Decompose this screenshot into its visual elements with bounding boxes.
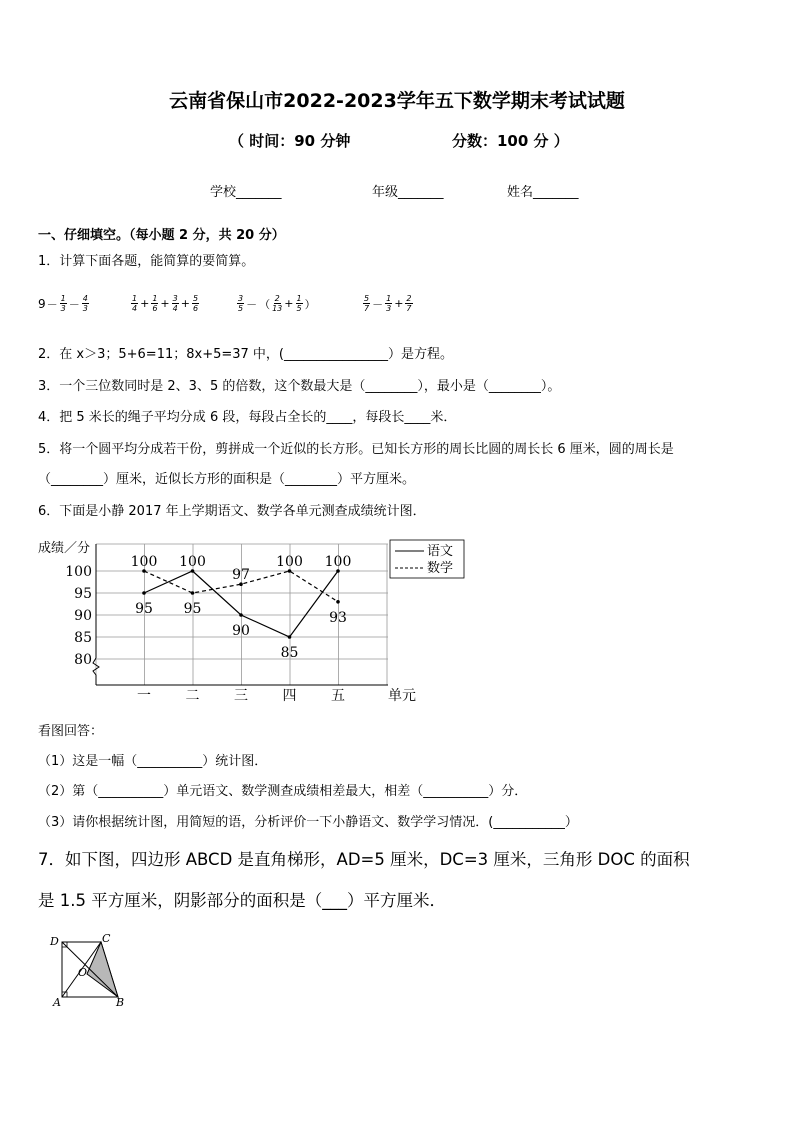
fraction: $\frac{2}{13}$ <box>272 294 283 313</box>
label-a: A <box>53 996 61 1009</box>
question-6-3: （3）请你根据统计图，用简短的语，分析评价一下小静语文、数学学习情况．(___________） <box>38 815 578 830</box>
fraction: $\frac{2}{7}$ <box>406 294 412 313</box>
data-label: 95 <box>135 601 153 617</box>
y-tick-label: 80 <box>74 652 92 668</box>
school-field: 学校_______ <box>210 185 282 200</box>
name-field: 姓名_______ <box>507 185 579 200</box>
y-tick-label: 95 <box>74 586 92 602</box>
data-label: 90 <box>232 623 250 639</box>
fraction: $\frac{1}{3}$ <box>60 294 66 313</box>
data-label: 100 <box>179 554 206 570</box>
question-5-line-1: 5．将一个圆平均分成若干份，剪拼成一个近似的长方形。已知长方形的周长比圆的周长长 6 厘米，圆的周长是 <box>38 442 674 457</box>
x-tick-label: 四 <box>282 688 297 704</box>
label-c: C <box>102 932 111 945</box>
x-tick-label: 二 <box>185 688 200 704</box>
expression-1: 9 － $\frac{1}{3}$ － $\frac{4}{3}$ <box>38 294 88 313</box>
data-label: 97 <box>232 567 250 584</box>
question-2: 2．在 x＞3；5+6=11；8x+5=37 中，(________________）是方程。 <box>38 347 454 362</box>
data-label: 93 <box>329 609 347 626</box>
question-4: 4．把 5 米长的绳子平均分成 6 段，每段占全长的____，每段长____米． <box>38 410 457 425</box>
y-tick-label: 90 <box>74 608 92 624</box>
chart-questions-intro: 看图回答： <box>38 724 104 739</box>
fraction: $\frac{3}{5}$ <box>238 294 244 313</box>
data-label: 100 <box>276 554 303 570</box>
data-point <box>336 600 340 604</box>
chart-labels <box>131 554 352 661</box>
question-6: 6．下面是小静 2017 年上学期语文、数学各单元测查成绩统计图． <box>38 504 426 519</box>
fraction: $\frac{1}{6}$ <box>152 294 158 313</box>
expression-3: $\frac{3}{5}$ － （ $\frac{2}{13}$ + $\frac{1}{5}$ ） <box>238 294 316 313</box>
fraction: $\frac{5}{6}$ <box>192 294 199 313</box>
data-point <box>288 635 292 639</box>
x-axis-label: 单元 <box>388 688 416 704</box>
section-heading: 一、仔细填空。（每小题 2 分，共 20 分） <box>38 228 285 243</box>
question-6-1: （1）这是一幅（__________）统计图． <box>38 754 268 769</box>
question-6-2: （2）第（__________）单元语文、数学测查成绩相差最大，相差（__________）分． <box>38 784 528 799</box>
chart-legend <box>390 540 464 578</box>
fraction: $\frac{4}{3}$ <box>82 294 88 313</box>
page-title: 云南省保山市2022-2023学年五下数学期末考试试题 <box>169 90 625 112</box>
question-7-line-1: 7．如下图，四边形 ABCD 是直角梯形，AD=5 厘米，DC=3 厘米，三角形 DOC 的面积 <box>38 850 690 869</box>
data-point <box>142 591 146 595</box>
fraction: $\frac{1}{3}$ <box>386 294 392 313</box>
data-point <box>239 613 243 617</box>
question-7-line-2: 是 1.5 平方厘米，阴影部分的面积是（___）平方厘米． <box>38 891 446 910</box>
data-label: 95 <box>183 601 202 617</box>
x-tick-label: 五 <box>331 688 345 704</box>
time-label: （ 时间：90 分钟 <box>229 132 351 150</box>
shaded-triangle <box>87 942 118 997</box>
y-tick-label: 85 <box>74 630 92 646</box>
fraction: $\frac{5}{7}$ <box>364 294 370 313</box>
grade-field: 年级_______ <box>372 185 444 200</box>
fraction: $\frac{1}{5}$ <box>296 294 302 313</box>
question-3: 3．一个三位数同时是 2、3、5 的倍数，这个数最大是（________），最小是（________）。 <box>38 379 561 394</box>
trapezoid-figure <box>44 930 134 1010</box>
score-line-chart <box>34 530 474 710</box>
y-axis-label: 成绩／分 <box>38 541 91 556</box>
legend-label: 数学 <box>427 561 454 576</box>
data-label: 100 <box>130 554 158 570</box>
fraction: $\frac{3}{4}$ <box>172 294 178 313</box>
x-tick-label: 三 <box>234 688 248 704</box>
label-o: O <box>78 966 88 979</box>
y-tick-label: 100 <box>65 564 92 580</box>
label-b: B <box>116 996 125 1009</box>
question-5-line-2: （________）厘米，近似长方形的面积是（________）平方厘米。 <box>38 472 416 487</box>
expression-2: $\frac{1}{4}$ + $\frac{1}{6}$ + $\frac{3}{4}$ + $\frac{5}{6}$ <box>132 294 199 313</box>
question-1: 1．计算下面各题，能简算的要简算。 <box>38 254 255 269</box>
data-point <box>191 591 195 595</box>
data-label: 100 <box>324 554 352 570</box>
label-d: D <box>50 935 59 948</box>
legend-label: 语文 <box>427 544 454 559</box>
x-tick-label: 一 <box>137 688 151 704</box>
score-label: 分数：100 分 ） <box>452 132 569 150</box>
expression-4: $\frac{5}{7}$ － $\frac{1}{3}$ + $\frac{2}{7}$ <box>364 294 412 313</box>
chart-axes <box>38 540 416 704</box>
fraction: $\frac{1}{4}$ <box>132 294 138 313</box>
data-label: 85 <box>280 645 299 661</box>
